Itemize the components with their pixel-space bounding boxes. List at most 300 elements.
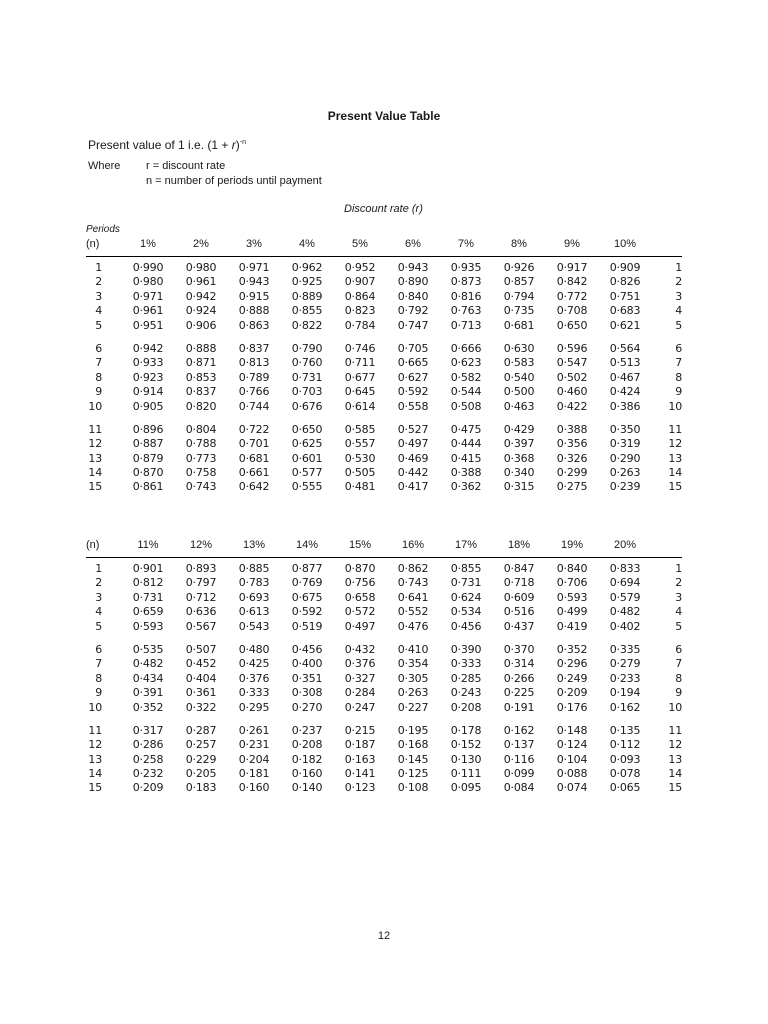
period-number-left: 1 xyxy=(95,261,102,274)
rate-header: 12% xyxy=(189,539,213,551)
row-group xyxy=(86,643,682,715)
table-cell: 0·788 xyxy=(185,437,217,451)
period-number-left: 13 xyxy=(88,451,102,465)
period-number-left: 11 xyxy=(88,422,102,436)
rate-header: 16% xyxy=(401,539,425,551)
period-number-left: 13 xyxy=(88,752,102,766)
table-cell: 0·593 xyxy=(132,619,164,633)
table-cell: 0·209 xyxy=(556,686,588,700)
period-number-left: 15 xyxy=(88,781,102,795)
table-cell: 0·961 xyxy=(185,275,217,289)
table-cell: 0·249 xyxy=(556,671,588,685)
table-cell: 0·239 xyxy=(609,480,641,494)
table-cell: 0·861 xyxy=(132,480,164,494)
table-cell: 0·108 xyxy=(397,781,429,795)
table-cell: 0·208 xyxy=(450,700,482,714)
table-cell: 0·308 xyxy=(291,686,323,700)
table-cell: 0·327 xyxy=(344,671,376,685)
table-cell: 0·915 xyxy=(238,289,270,303)
table-cell: 0·516 xyxy=(503,605,535,619)
table-row xyxy=(86,356,682,370)
formula-close: ) xyxy=(235,138,240,152)
table-cell: 0·095 xyxy=(450,781,482,795)
table-cell: 0·160 xyxy=(291,767,323,781)
period-number-left: 6 xyxy=(95,341,102,355)
table-cell: 0·361 xyxy=(185,686,217,700)
rate-header: 19% xyxy=(560,539,584,551)
table-row xyxy=(86,342,682,356)
table-cell: 0·853 xyxy=(185,370,217,384)
table-cell: 0·476 xyxy=(397,619,429,633)
table-row xyxy=(86,767,682,781)
table-cell: 0·705 xyxy=(397,341,429,355)
period-number-left: 10 xyxy=(88,399,102,413)
table-cell: 0·914 xyxy=(132,385,164,399)
table-cell: 0·205 xyxy=(185,767,217,781)
table-cell: 0·661 xyxy=(238,466,270,480)
table-cell: 0·391 xyxy=(132,686,164,700)
table-cell: 0·713 xyxy=(450,318,482,332)
where-label: Where xyxy=(88,160,121,172)
table-cell: 0·296 xyxy=(556,657,588,671)
period-number-right: 13 xyxy=(668,752,682,766)
table-cell: 0·870 xyxy=(344,562,376,575)
table-cell: 0·693 xyxy=(238,590,270,604)
table-cell: 0·804 xyxy=(185,422,217,436)
table-cell: 0·460 xyxy=(556,385,588,399)
table-cell: 0·935 xyxy=(450,261,482,274)
table-cell: 0·390 xyxy=(450,642,482,656)
period-number-right: 3 xyxy=(675,289,682,303)
table-cell: 0·351 xyxy=(291,671,323,685)
period-number-left: 8 xyxy=(95,671,102,685)
table-cell: 0·666 xyxy=(450,341,482,355)
table-cell: 0·540 xyxy=(503,370,535,384)
period-number-right: 7 xyxy=(675,356,682,370)
table-cell: 0·112 xyxy=(609,738,641,752)
table-cell: 0·833 xyxy=(609,562,641,575)
period-number-left: 9 xyxy=(95,385,102,399)
table-cell: 0·527 xyxy=(397,422,429,436)
table-cell: 0·181 xyxy=(238,767,270,781)
period-number-left: 11 xyxy=(88,723,102,737)
table-cell: 0·659 xyxy=(132,605,164,619)
rate-header: 6% xyxy=(405,238,421,250)
table-cell: 0·735 xyxy=(503,304,535,318)
table-cell: 0·368 xyxy=(503,451,535,465)
table-row xyxy=(86,781,682,795)
page-title: Present Value Table xyxy=(327,109,441,123)
table-cell: 0·463 xyxy=(503,399,535,413)
table-cell: 0·125 xyxy=(397,767,429,781)
table-cell: 0·162 xyxy=(503,723,535,737)
rate-header: 9% xyxy=(564,238,580,250)
page-number: 12 xyxy=(377,930,391,942)
present-value-table-1 xyxy=(86,236,682,495)
row-group xyxy=(86,261,682,333)
table-cell: 0·743 xyxy=(185,480,217,494)
table-cell: 0·388 xyxy=(556,422,588,436)
table-cell: 0·480 xyxy=(238,642,270,656)
table-cell: 0·842 xyxy=(556,275,588,289)
table-cell: 0·747 xyxy=(397,318,429,332)
table-cell: 0·718 xyxy=(503,576,535,590)
table-cell: 0·208 xyxy=(291,738,323,752)
table-cell: 0·237 xyxy=(291,723,323,737)
table-cell: 0·535 xyxy=(132,642,164,656)
table-cell: 0·187 xyxy=(344,738,376,752)
table-cell: 0·263 xyxy=(609,466,641,480)
table-cell: 0·896 xyxy=(132,422,164,436)
table-cell: 0·397 xyxy=(503,437,535,451)
table-cell: 0·333 xyxy=(238,686,270,700)
table-cell: 0·797 xyxy=(185,576,217,590)
table-cell: 0·877 xyxy=(291,562,323,575)
table-cell: 0·712 xyxy=(185,590,217,604)
table-cell: 0·751 xyxy=(609,289,641,303)
table-cell: 0·266 xyxy=(503,671,535,685)
table-cell: 0·270 xyxy=(291,700,323,714)
table-row xyxy=(86,452,682,466)
rate-header: 11% xyxy=(137,539,159,551)
table-cell: 0·961 xyxy=(132,304,164,318)
table-cell: 0·279 xyxy=(609,657,641,671)
table-cell: 0·990 xyxy=(132,261,164,274)
table-cell: 0·711 xyxy=(344,356,376,370)
rate-header: 13% xyxy=(242,539,266,551)
period-number-right: 12 xyxy=(668,738,682,752)
table-cell: 0·873 xyxy=(450,275,482,289)
period-number-left: 5 xyxy=(95,619,102,633)
period-number-left: 3 xyxy=(95,289,102,303)
table-row xyxy=(86,437,682,451)
table-cell: 0·422 xyxy=(556,399,588,413)
table-header xyxy=(86,236,682,257)
period-number-left: 12 xyxy=(88,437,102,451)
table-cell: 0·194 xyxy=(609,686,641,700)
table-cell: 0·093 xyxy=(609,752,641,766)
rate-header: 20% xyxy=(613,539,637,551)
rate-header: 8% xyxy=(511,238,527,250)
table-row xyxy=(86,591,682,605)
table-row xyxy=(86,620,682,634)
table-cell: 0·621 xyxy=(609,318,641,332)
table-cell: 0·592 xyxy=(397,385,429,399)
table-cell: 0·906 xyxy=(185,318,217,332)
table-cell: 0·111 xyxy=(450,767,482,781)
table-cell: 0·286 xyxy=(132,738,164,752)
table-cell: 0·857 xyxy=(503,275,535,289)
table-cell: 0·627 xyxy=(397,370,429,384)
formula-exponent: -n xyxy=(239,139,246,146)
table-cell: 0·837 xyxy=(185,385,217,399)
table-cell: 0·499 xyxy=(556,605,588,619)
table-cell: 0·763 xyxy=(450,304,482,318)
table-cell: 0·907 xyxy=(344,275,376,289)
rate-header: 1% xyxy=(140,238,156,250)
table-cell: 0·706 xyxy=(556,576,588,590)
table-cell: 0·642 xyxy=(238,480,270,494)
table-cell: 0·467 xyxy=(609,370,641,384)
rate-header: 7% xyxy=(458,238,474,250)
table-cell: 0·855 xyxy=(291,304,323,318)
period-column-header: (n) xyxy=(86,238,100,250)
table-row xyxy=(86,304,682,318)
table-cell: 0·519 xyxy=(291,619,323,633)
period-number-left: 1 xyxy=(95,562,102,575)
table-cell: 0·290 xyxy=(609,451,641,465)
table-cell: 0·410 xyxy=(397,642,429,656)
table-cell: 0·530 xyxy=(344,451,376,465)
table-cell: 0·901 xyxy=(132,562,164,575)
table-cell: 0·601 xyxy=(291,451,323,465)
table-cell: 0·434 xyxy=(132,671,164,685)
table-cell: 0·889 xyxy=(291,289,323,303)
period-number-right: 5 xyxy=(675,318,682,332)
period-number-left: 15 xyxy=(88,480,102,494)
table-cell: 0·722 xyxy=(238,422,270,436)
table-cell: 0·370 xyxy=(503,642,535,656)
period-number-right: 2 xyxy=(675,275,682,289)
table-cell: 0·176 xyxy=(556,700,588,714)
rate-header: 4% xyxy=(299,238,315,250)
table-cell: 0·557 xyxy=(344,437,376,451)
table-cell: 0·160 xyxy=(238,781,270,795)
table-cell: 0·209 xyxy=(132,781,164,795)
table-cell: 0·317 xyxy=(132,723,164,737)
table-cell: 0·315 xyxy=(503,480,535,494)
table-cell: 0·352 xyxy=(556,642,588,656)
table-cell: 0·178 xyxy=(450,723,482,737)
rate-header: 2% xyxy=(193,238,209,250)
table-cell: 0·148 xyxy=(556,723,588,737)
period-number-left: 14 xyxy=(88,466,102,480)
table-cell: 0·552 xyxy=(397,605,429,619)
table-cell: 0·942 xyxy=(132,341,164,355)
table-cell: 0·677 xyxy=(344,370,376,384)
table-cell: 0·812 xyxy=(132,576,164,590)
table-cell: 0·481 xyxy=(344,480,376,494)
table-cell: 0·731 xyxy=(291,370,323,384)
period-number-left: 6 xyxy=(95,642,102,656)
table-row xyxy=(86,738,682,752)
table-cell: 0·917 xyxy=(556,261,588,274)
table-cell: 0·683 xyxy=(609,304,641,318)
where-line-rate: r = discount rate xyxy=(146,160,226,172)
table-row xyxy=(86,753,682,767)
table-cell: 0·335 xyxy=(609,642,641,656)
table-cell: 0·376 xyxy=(238,671,270,685)
table-cell: 0·758 xyxy=(185,466,217,480)
table-row xyxy=(86,686,682,700)
table-cell: 0·340 xyxy=(503,466,535,480)
period-number-right: 15 xyxy=(668,480,682,494)
table-row xyxy=(86,605,682,619)
period-number-right: 14 xyxy=(668,466,682,480)
formula-text: Present value of 1 i.e. (1 + xyxy=(88,138,232,152)
table-cell: 0·322 xyxy=(185,700,217,714)
table-cell: 0·084 xyxy=(503,781,535,795)
table-cell: 0·183 xyxy=(185,781,217,795)
period-number-left: 7 xyxy=(95,657,102,671)
table-cell: 0·456 xyxy=(450,619,482,633)
period-number-right: 6 xyxy=(675,341,682,355)
table-cell: 0·923 xyxy=(132,370,164,384)
row-group xyxy=(86,562,682,634)
period-number-left: 2 xyxy=(95,576,102,590)
table-cell: 0·585 xyxy=(344,422,376,436)
table-cell: 0·099 xyxy=(503,767,535,781)
table-cell: 0·124 xyxy=(556,738,588,752)
period-number-right: 4 xyxy=(675,304,682,318)
period-number-right: 11 xyxy=(668,422,682,436)
table-cell: 0·951 xyxy=(132,318,164,332)
table-cell: 0·743 xyxy=(397,576,429,590)
period-number-left: 12 xyxy=(88,738,102,752)
table-cell: 0·784 xyxy=(344,318,376,332)
rate-header: 10% xyxy=(613,238,637,250)
table-row xyxy=(86,643,682,657)
table-cell: 0·215 xyxy=(344,723,376,737)
period-number-right: 13 xyxy=(668,451,682,465)
table-cell: 0·980 xyxy=(185,261,217,274)
table-cell: 0·675 xyxy=(291,590,323,604)
table-row xyxy=(86,261,682,275)
table-cell: 0·497 xyxy=(397,437,429,451)
table-cell: 0·415 xyxy=(450,451,482,465)
table-cell: 0·231 xyxy=(238,738,270,752)
table-cell: 0·534 xyxy=(450,605,482,619)
table-cell: 0·731 xyxy=(450,576,482,590)
table-row xyxy=(86,724,682,738)
table-cell: 0·305 xyxy=(397,671,429,685)
table-cell: 0·890 xyxy=(397,275,429,289)
table-cell: 0·579 xyxy=(609,590,641,604)
table-row xyxy=(86,480,682,494)
formula-line xyxy=(88,138,246,152)
table-cell: 0·513 xyxy=(609,356,641,370)
table-cell: 0·065 xyxy=(609,781,641,795)
table-cell: 0·437 xyxy=(503,619,535,633)
table-cell: 0·676 xyxy=(291,399,323,413)
table-cell: 0·820 xyxy=(185,399,217,413)
table-cell: 0·326 xyxy=(556,451,588,465)
table-cell: 0·162 xyxy=(609,700,641,714)
table-cell: 0·376 xyxy=(344,657,376,671)
table-cell: 0·871 xyxy=(185,356,217,370)
table-cell: 0·356 xyxy=(556,437,588,451)
table-cell: 0·417 xyxy=(397,480,429,494)
table-cell: 0·893 xyxy=(185,562,217,575)
table-row xyxy=(86,290,682,304)
table-cell: 0·452 xyxy=(185,657,217,671)
table-cell: 0·319 xyxy=(609,437,641,451)
rate-header: 15% xyxy=(348,539,372,551)
period-number-right: 1 xyxy=(675,562,682,575)
table-cell: 0·419 xyxy=(556,619,588,633)
rate-header: 5% xyxy=(352,238,368,250)
table-cell: 0·152 xyxy=(450,738,482,752)
period-number-left: 7 xyxy=(95,356,102,370)
rate-header: 17% xyxy=(454,539,478,551)
table-cell: 0·888 xyxy=(238,304,270,318)
table-cell: 0·137 xyxy=(503,738,535,752)
table-cell: 0·469 xyxy=(397,451,429,465)
table-cell: 0·543 xyxy=(238,619,270,633)
table-cell: 0·500 xyxy=(503,385,535,399)
table-cell: 0·792 xyxy=(397,304,429,318)
table-cell: 0·708 xyxy=(556,304,588,318)
period-number-right: 9 xyxy=(675,686,682,700)
period-number-left: 3 xyxy=(95,590,102,604)
period-number-right: 10 xyxy=(668,399,682,413)
period-number-left: 14 xyxy=(88,767,102,781)
period-number-right: 8 xyxy=(675,671,682,685)
period-number-right: 2 xyxy=(675,576,682,590)
table-cell: 0·694 xyxy=(609,576,641,590)
period-number-left: 10 xyxy=(88,700,102,714)
table-cell: 0·701 xyxy=(238,437,270,451)
table-cell: 0·314 xyxy=(503,657,535,671)
table-cell: 0·225 xyxy=(503,686,535,700)
table-cell: 0·444 xyxy=(450,437,482,451)
table-cell: 0·195 xyxy=(397,723,429,737)
table-cell: 0·840 xyxy=(397,289,429,303)
table-cell: 0·564 xyxy=(609,341,641,355)
table-cell: 0·887 xyxy=(132,437,164,451)
table-cell: 0·926 xyxy=(503,261,535,274)
table-cell: 0·596 xyxy=(556,341,588,355)
table-cell: 0·593 xyxy=(556,590,588,604)
table-cell: 0·233 xyxy=(609,671,641,685)
period-number-right: 14 xyxy=(668,767,682,781)
table-cell: 0·243 xyxy=(450,686,482,700)
row-group xyxy=(86,423,682,495)
table-cell: 0·625 xyxy=(291,437,323,451)
table-cell: 0·088 xyxy=(556,767,588,781)
table-cell: 0·168 xyxy=(397,738,429,752)
period-number-right: 3 xyxy=(675,590,682,604)
table-cell: 0·333 xyxy=(450,657,482,671)
period-number-left: 2 xyxy=(95,275,102,289)
table-cell: 0·261 xyxy=(238,723,270,737)
table-cell: 0·284 xyxy=(344,686,376,700)
table-cell: 0·402 xyxy=(609,619,641,633)
table-cell: 0·847 xyxy=(503,562,535,575)
table-cell: 0·577 xyxy=(291,466,323,480)
table-cell: 0·247 xyxy=(344,700,376,714)
table-row xyxy=(86,562,682,576)
table-cell: 0·816 xyxy=(450,289,482,303)
table-cell: 0·650 xyxy=(291,422,323,436)
table-cell: 0·888 xyxy=(185,341,217,355)
table-cell: 0·794 xyxy=(503,289,535,303)
table-cell: 0·870 xyxy=(132,466,164,480)
row-group xyxy=(86,342,682,414)
table-row xyxy=(86,385,682,399)
table-cell: 0·502 xyxy=(556,370,588,384)
table-cell: 0·258 xyxy=(132,752,164,766)
table-cell: 0·864 xyxy=(344,289,376,303)
table-cell: 0·182 xyxy=(291,752,323,766)
table-row xyxy=(86,576,682,590)
table-cell: 0·352 xyxy=(132,700,164,714)
table-cell: 0·962 xyxy=(291,261,323,274)
discount-rate-caption: Discount rate (r) xyxy=(344,203,423,215)
table-cell: 0·783 xyxy=(238,576,270,590)
table-cell: 0·980 xyxy=(132,275,164,289)
table-cell: 0·135 xyxy=(609,723,641,737)
